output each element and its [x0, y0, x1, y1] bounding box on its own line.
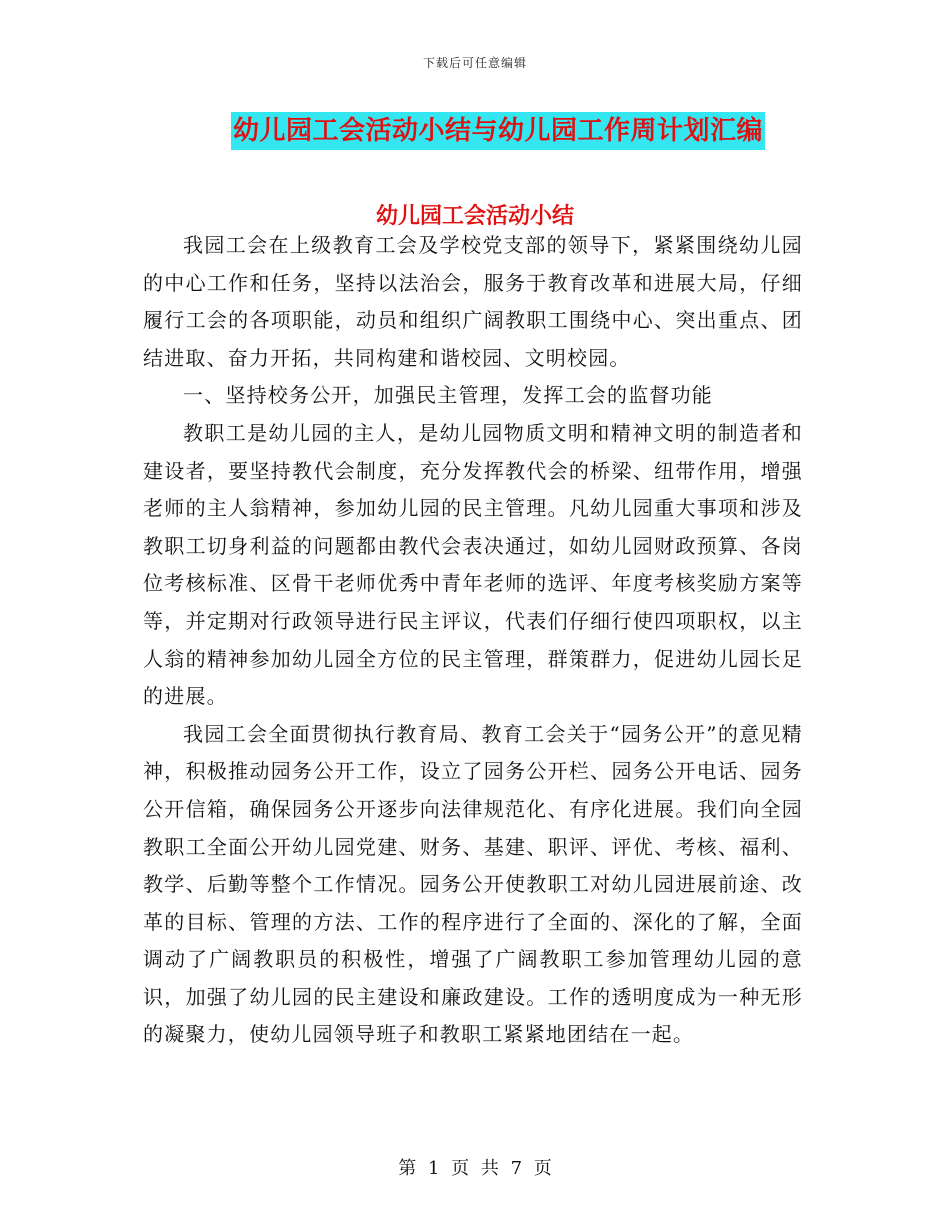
document-body: [143, 227, 803, 1054]
section-title: 幼儿园工会活动小结: [375, 203, 574, 229]
page-number-footer: 第 1 页 共 7 页: [398, 1158, 552, 1179]
document-title: 幼儿园工会活动小结与幼儿园工作周计划汇编: [231, 112, 765, 150]
document-title-block: [0, 112, 950, 150]
body-heading-1: 一、坚持校务公开，加强民主管理，发挥工会的监督功能: [183, 383, 713, 408]
body-paragraph-affairs-openness: 我园工会全面贯彻执行教育局、教育工会关于“园务公开”的意见精神，积极推动园务公开工作，设立了园务公开栏、园务公开电话、园务公开信箱，确保园务公开逐步向法律规范化、有序化进展。我们向全园教职工全面公开幼儿园党建、财务、基建、职评、评优、考核、福利、教学、后勤等整个工作情况。园务公开使教职工对幼儿园进展前途、改革的目标、管理的方法、工作的程序进行了全面的、深化的了解，全面调动了广阔教职员的积极性，增强了广阔教职工参加管理幼儿园的意识，加强了幼儿园的民主建设和廉政建设。工作的透明度成为一种无形的凝聚力，使幼儿园领导班子和教职工紧紧地团结在一起。: [143, 721, 803, 1047]
body-paragraph-intro: 我园工会在上级教育工会及学校党支部的领导下，紧紧围绕幼儿园的中心工作和任务，坚持以法治会，服务于教育改革和进展大局，仔细履行工会的各项职能，动员和组织广阔教职工围绕中心、突出重点、团结进取、奋力开拓，共同构建和谐校园、文明校园。: [143, 233, 803, 370]
body-paragraph-democratic-management: 教职工是幼儿园的主人，是幼儿园物质文明和精神文明的制造者和建设者，要坚持教代会制度，充分发挥教代会的桥梁、纽带作用，增强老师的主人翁精神，参加幼儿园的民主管理。凡幼儿园重大事项和涉及教职工切身利益的问题都由教代会表决通过，如幼儿园财政预算、各岗位考核标准、区骨干老师优秀中青年老师的选评、年度考核奖励方案等等，并定期对行政领导进行民主评议，代表们仔细行使四项职权，以主人翁的精神参加幼儿园全方位的民主管理，群策群力，促进幼儿园长足的进展。: [143, 420, 803, 709]
page-header-note: 下载后可任意编辑: [422, 56, 527, 70]
